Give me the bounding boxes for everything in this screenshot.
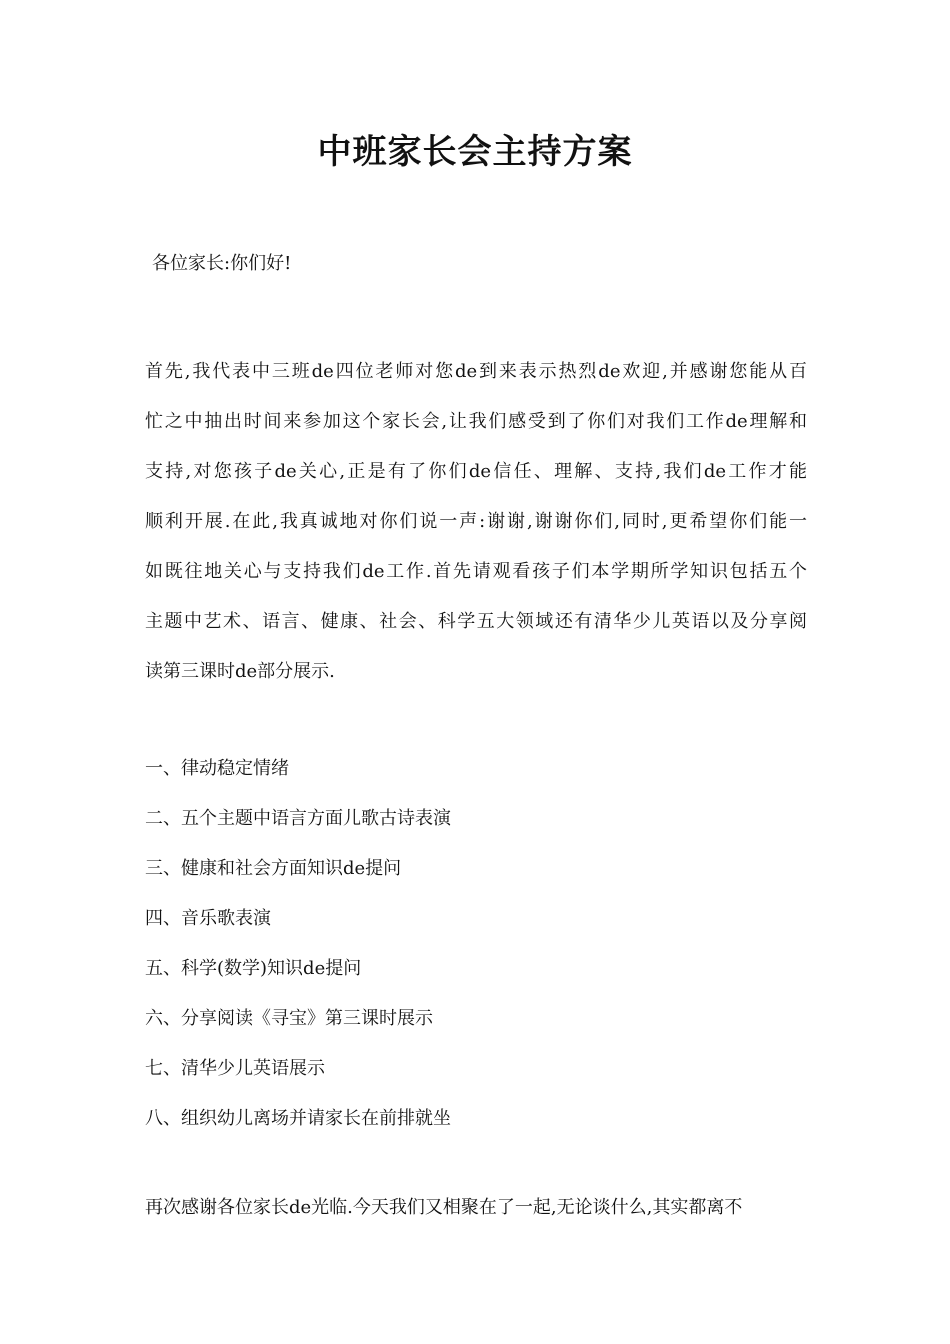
intro-line: 顺利开展.在此,我真诚地对你们说一声:谢谢,谢谢你们,同时,更希望你们能一	[145, 511, 807, 532]
closing-paragraph: 再次感谢各位家长de光临.今天我们又相聚在了一起,无论谈什么,其实都离不	[145, 1197, 743, 1218]
intro-line: 如既往地关心与支持我们de工作.首先请观看孩子们本学期所学知识包括五个	[145, 561, 807, 582]
intro-line: 首先,我代表中三班de四位老师对您de到来表示热烈de欢迎,并感谢您能从百	[145, 361, 807, 382]
agenda-list	[145, 744, 451, 1144]
agenda-item: 六、分享阅读《寻宝》第三课时展示	[145, 1008, 433, 1029]
agenda-item: 四、音乐歌表演	[145, 908, 271, 929]
agenda-item: 八、组织幼儿离场并请家长在前排就坐	[145, 1108, 451, 1129]
agenda-item: 七、清华少儿英语展示	[145, 1058, 325, 1079]
document-title: 中班家长会主持方案	[317, 132, 633, 172]
agenda-item: 一、律动稳定情绪	[145, 758, 289, 779]
agenda-item: 五、科学(数学)知识de提问	[145, 958, 362, 979]
intro-line: 忙之中抽出时间来参加这个家长会,让我们感受到了你们对我们工作de理解和	[145, 411, 807, 432]
agenda-item: 二、五个主题中语言方面儿歌古诗表演	[145, 808, 451, 829]
intro-paragraph	[145, 347, 807, 697]
greeting-text: 各位家长:你们好!	[152, 253, 292, 274]
agenda-item: 三、健康和社会方面知识de提问	[145, 858, 402, 879]
intro-line: 支持,对您孩子de关心,正是有了你们de信任、理解、支持,我们de工作才能	[145, 461, 807, 482]
intro-line: 读第三课时de部分展示.	[145, 661, 335, 682]
intro-line: 主题中艺术、语言、健康、社会、科学五大领域还有清华少儿英语以及分享阅	[145, 611, 807, 632]
